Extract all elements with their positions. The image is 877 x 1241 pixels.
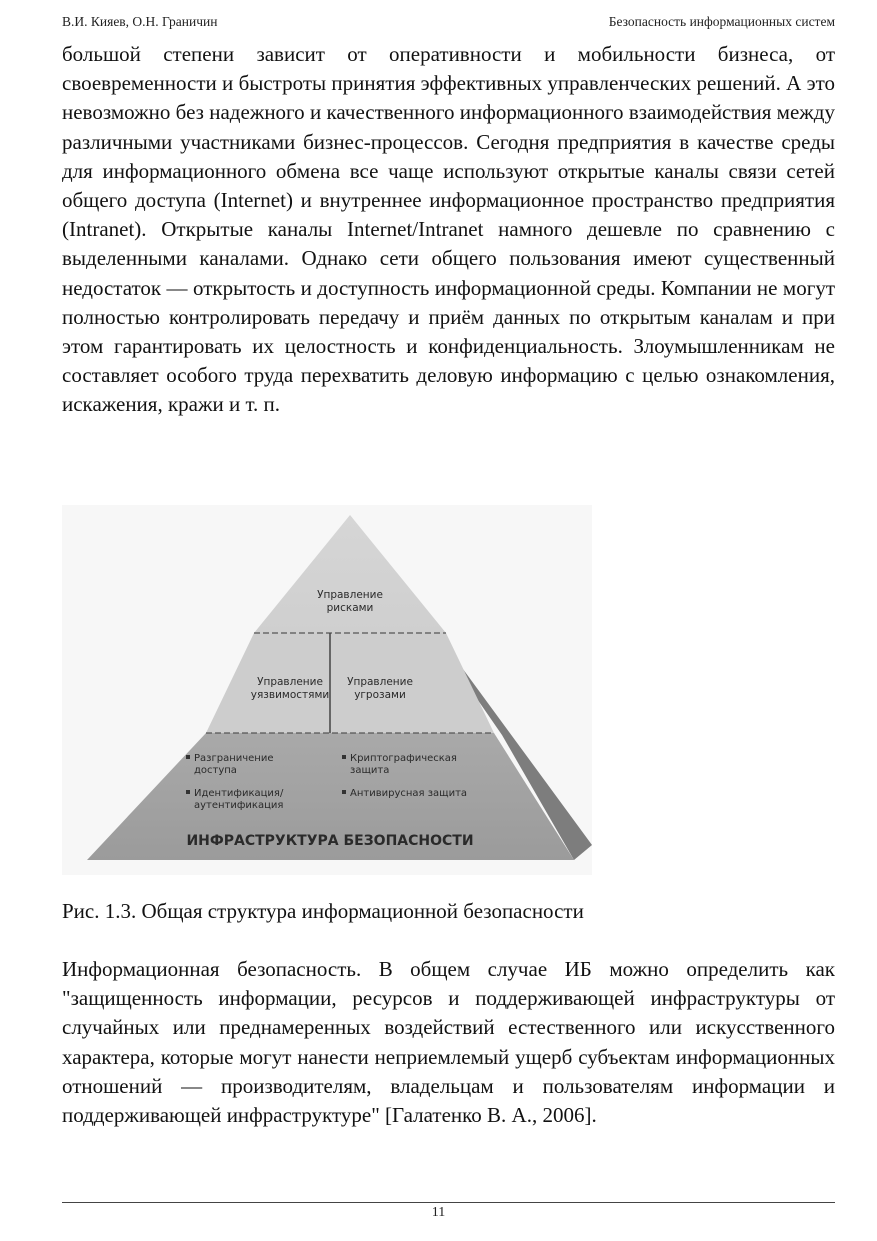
base-bullet-identification — [186, 788, 284, 811]
label-threat-management-1: Управление — [347, 676, 413, 688]
security-pyramid-figure — [62, 505, 592, 875]
figure-caption: Рис. 1.3. Общая структура информационной безопасности — [62, 899, 584, 923]
svg-text:доступа: доступа — [194, 765, 237, 776]
svg-text:аутентификация: аутентификация — [194, 800, 284, 811]
paragraph-definition: Информационная безопасность. В общем случае ИБ можно определить как "защищенность информации, ресурсов и поддерживающей инфраструктуры от случайных или преднамеренных воздействий естественного или искусственного характера, которые могут нанести неприемлемый ущерб субъектам информационных отношений — производителям, владельцам и пользователям информации и поддерживающей инфраструктуре" [Галатенко В. А., 2006]. — [62, 957, 835, 1128]
header-authors: В.И. Кияев, О.Н. Граничин — [62, 14, 218, 29]
paragraph-intro: большой степени зависит от оперативности и мобильности бизнеса, от своевременности и быстроты принятия эффективных управленческих решений. А это невозможно без надежного и качественного информационного взаимодействия между различными участниками бизнес-процессов. Сегодня предприятия в качестве среды для информационного обмена все чаще используют открытые каналы связи сетей общего доступа (Internet) и внутреннее информационное пространство предприятия (Intranet). Открытые каналы Internet/Intranet намного дешевле по сравнению с выделенными каналами. Однако сети общего пользования имеют существенный недостаток — открытость и доступность информационной среды. Компании не могут полностью контролировать передачу и приём данных по открытым каналам и при этом гарантировать их целостность и конфиденциальность. Злоумышленникам не составляет особого труда перехватить деловую информацию с целью ознакомления, искажения, кражи и т. п. — [62, 42, 835, 417]
footer-divider — [62, 1202, 835, 1203]
header-title: Безопасность информационных систем — [608, 14, 835, 29]
base-bullet-antivirus — [342, 788, 467, 799]
label-risk-management-1: Управление — [317, 589, 383, 601]
svg-text:защита: защита — [350, 765, 390, 776]
page-header — [62, 14, 835, 30]
label-vulnerability-management-2: уязвимостями — [250, 689, 330, 701]
label-risk-management-2: рисками — [326, 602, 374, 614]
label-threat-management-2: угрозами — [354, 689, 406, 701]
page-number: 11 — [431, 1205, 446, 1220]
svg-text:Разграничение: Разграничение — [194, 753, 274, 764]
svg-text:Идентификация/: Идентификация/ — [194, 788, 284, 799]
svg-text:Криптографическая: Криптографическая — [350, 753, 457, 764]
svg-text:Антивирусная защита: Антивирусная защита — [350, 788, 468, 799]
label-vulnerability-management-1: Управление — [257, 676, 323, 688]
label-security-infrastructure: ИНФРАСТРУКТУРА БЕЗОПАСНОСТИ — [186, 833, 474, 849]
security-pyramid-diagram — [62, 505, 592, 875]
